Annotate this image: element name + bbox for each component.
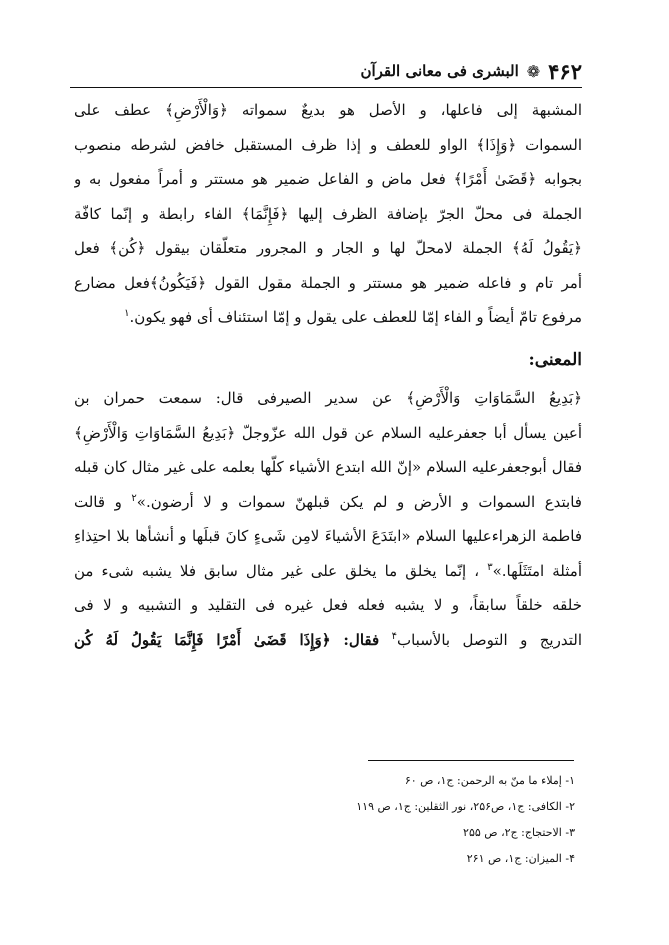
footnote-4: ۴- المیزان: ج۱، ص ۲۶۱ [466,852,575,865]
para2-line-6-quote-end: أمثلة امتَثَلَها.» [492,561,582,580]
footnote-ref-1[interactable]: ۱ [124,308,130,319]
footnote-ref-2[interactable]: ۲ [131,492,137,504]
para1-line-4: الجملة فی محلّ الجرّ بإضافة الظرف إلیها ﴿فَإِنَّمَا﴾ الفاء رابطة و إنّما کافّة [74,204,582,223]
para2-line-4-text: فابتدع السموات و الأرض و لم یکن قبلهنّ سموات و لا أرضون.» [136,492,582,511]
para2-line-8-quran: فقال: ﴿وَإِذَا قَضَىٰ أَمْرًا فَإِنَّمَا يَقُولُ لَهُ كُن [74,630,380,649]
para1-line-1: المشبهة إلی فاعلها، و الأصل هو بدیعٌ سمواته ﴿وَالْأَرْضِ﴾ عطف علی [74,101,582,119]
footnotes [300,768,575,872]
footnote-ref-4[interactable]: ۴ [391,630,397,642]
footnote-ref-3[interactable]: ۳ [487,561,493,573]
para2-line-2: أعین یسأل أبا جعفرعليه السلام عن قول الله عزّوجلّ ﴿بَدِيعُ السَّمَاوَاتِ وَالْأَرْضِ﴾ [74,423,582,442]
para2-line-4-tail: و قالت [74,492,122,511]
section-heading: المعنی: [528,349,582,370]
running-title: البشری فی معانی القرآن [360,62,519,80]
para2-line-5: فاطمة الزهراءعليها السلام «ابتَدَعَ الأشیاءَ لامِن شَیءٍ کانَ قبلَها و أنشأها بلا احتِذاءِ [74,527,582,545]
para2-line-1: ﴿بَدِيعُ السَّمَاوَاتِ وَالْأَرْضِ﴾ عن سدیر الصیرفی قال: سمعت حمران بن [74,389,582,407]
para1-line-2: السموات ﴿وَإِذَا﴾ الواو للعطف و إذا ظرف المستقبل خافض لشرطه منصوب [74,135,582,154]
para1-line-3: بجوابه ﴿قَضَىٰ أَمْرًا﴾ فعل ماض و الفاعل ضمیر هو مستتر و أمراً مفعول به و [74,170,582,188]
flower-ornament-icon: ❁ [526,61,541,81]
para1-line-7-text: مرفوع تامّ أیضاً و الفاء إمّا للعطف علی یقول و إمّا استئناف أی فهو یکون. [129,308,582,326]
footnote-divider [368,760,574,761]
page-body [74,93,582,657]
para2-line-4 [74,485,582,520]
para2-line-8-text: التدریج و التوصل بالأسباب [396,630,582,649]
footnote-3: ۳- الاحتجاج: ج۲، ص ۲۵۵ [463,826,575,839]
para1-line-5: ﴿يَقُولُ لَهُ﴾ الجملة لامحلّ لها و الجار و المجرور متعلّقان بیقول ﴿كُن﴾ فعل [74,239,582,257]
para1-line-6: أمر تام و فاعله ضمیر هو مستتر و الجملة مقول القول ﴿فَيَكُونُ﴾فعل مضارع [74,273,582,292]
para2-line-7: خلقه خلقاً سابقاً، و لا یشبه فعله فعل غیره فی التقلید و التشبیه و لا فی [74,596,582,614]
para2-line-8 [74,623,582,658]
page-header [70,55,582,88]
para2-line-6 [74,554,582,589]
footnote-1: ۱- إملاء ما منّ به الرحمن: ج۱، ص ۶۰ [404,774,575,787]
footnote-2: ۲- الکافی: ج۱، ص۲۵۶، نور الثقلین: ج۱، ص ۱۱۹ [356,800,575,813]
para1-line-7 [74,300,582,335]
para2-line-6-text: ، إنّما یخلق ما یخلق علی غیر مثال سابق فلا یشبه شیء من [74,561,480,580]
page-number: ۴۶۲ [548,58,582,84]
para2-line-3: فقال أبوجعفرعليه السلام «إنّ الله ابتدع الأشیاء کلّها بعلمه علی غیر مثال کان قبله [74,458,582,476]
